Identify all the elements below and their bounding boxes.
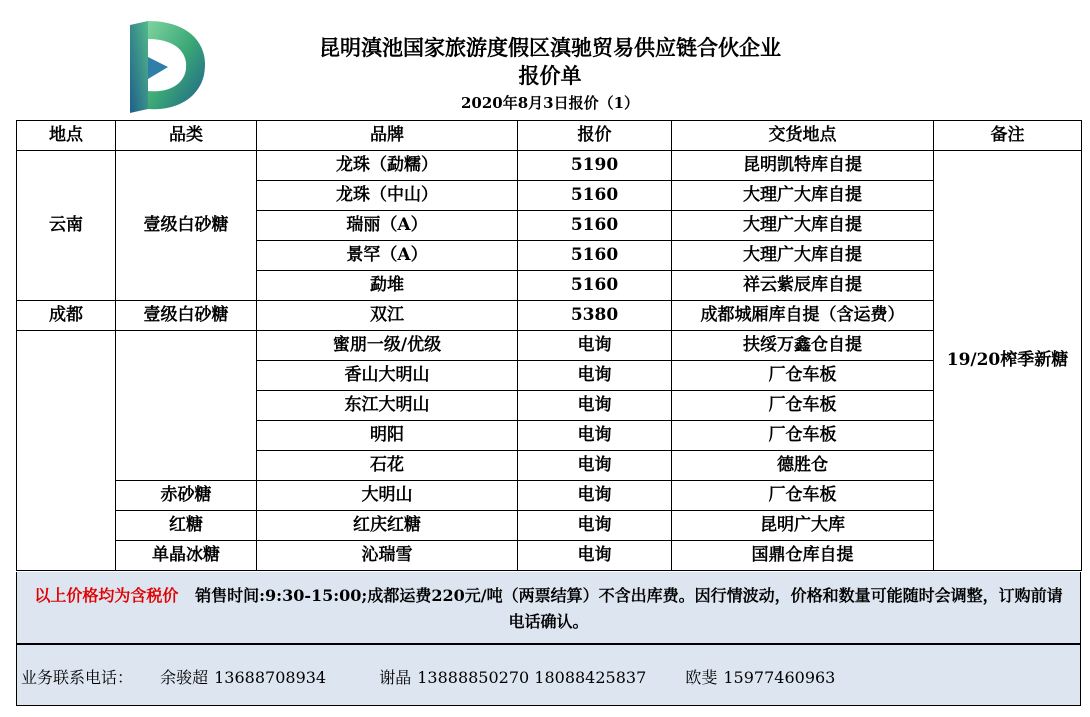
contact-name: 余骏超: [160, 668, 209, 687]
location-cell: 成都: [17, 301, 116, 331]
delivery-cell: 厂仓车板: [672, 421, 934, 451]
delivery-cell: 祥云紫辰库自提: [672, 271, 934, 301]
table-row: [17, 151, 1082, 181]
brand-cell: 香山大明山: [257, 361, 518, 391]
table-row: [17, 481, 1082, 511]
price-cell: 5160: [518, 271, 672, 301]
price-cell: 电询: [518, 481, 672, 511]
price-cell: 5160: [518, 211, 672, 241]
notice-text: 销售时间:9:30-15:00;成都运费220元/吨（两票结算）不含出库费。因行情波动，价格和数量可能随时会调整，订购前请电话确认。: [195, 586, 1063, 631]
tax-included-note: 以上价格均为含税价: [34, 586, 179, 605]
category-cell: 单晶冰糖: [116, 541, 257, 571]
table-row: [17, 331, 1082, 361]
location-cell-empty: [17, 331, 116, 571]
company-name: 昆明滇池国家旅游度假区滇驰贸易供应链合伙企业: [319, 35, 781, 60]
price-cell: 电询: [518, 511, 672, 541]
category-cell: 壹级白砂糖: [116, 151, 257, 301]
brand-cell: 东江大明山: [257, 391, 518, 421]
delivery-cell: 大理广大库自提: [672, 211, 934, 241]
header-brand: 品牌: [257, 121, 518, 151]
price-cell: 电询: [518, 541, 672, 571]
table-row: [17, 511, 1082, 541]
category-cell: 赤砂糖: [116, 481, 257, 511]
company-logo: [112, 17, 212, 117]
price-table: [16, 120, 1082, 571]
category-cell: 红糖: [116, 511, 257, 541]
contact-name: 谢晶: [379, 668, 412, 687]
price-cell: 5160: [518, 181, 672, 211]
price-cell: 电询: [518, 361, 672, 391]
brand-cell: 龙珠（中山）: [257, 181, 518, 211]
delivery-cell: 厂仓车板: [672, 361, 934, 391]
header-category: 品类: [116, 121, 257, 151]
remark-cell: 19/20榨季新糖: [934, 151, 1082, 571]
header-location: 地点: [17, 121, 116, 151]
brand-cell: 勐堆: [257, 271, 518, 301]
brand-cell: 明阳: [257, 421, 518, 451]
contact-phone[interactable]: 13688708934: [214, 668, 327, 687]
brand-cell: 蜜朋一级/优级: [257, 331, 518, 361]
brand-cell: 石花: [257, 451, 518, 481]
location-cell: 云南: [17, 151, 116, 301]
document-title: 报价单: [518, 63, 582, 88]
contact-bar: [16, 644, 1081, 706]
table-row: [17, 541, 1082, 571]
delivery-cell: 成都城厢库自提（含运费）: [672, 301, 934, 331]
brand-cell: 瑞丽（A）: [257, 211, 518, 241]
brand-cell: 景罕（A）: [257, 241, 518, 271]
table-header-row: [17, 121, 1082, 151]
header-price: 报价: [518, 121, 672, 151]
brand-cell: 大明山: [257, 481, 518, 511]
price-cell: 电询: [518, 331, 672, 361]
price-notice: [16, 572, 1081, 644]
header-delivery: 交货地点: [672, 121, 934, 151]
price-cell: 5190: [518, 151, 672, 181]
price-cell: 5380: [518, 301, 672, 331]
delivery-cell: 扶绥万鑫仓自提: [672, 331, 934, 361]
contact-name: 欧斐: [685, 668, 718, 687]
price-cell: 电询: [518, 391, 672, 421]
delivery-cell: 德胜仓: [672, 451, 934, 481]
contact-phone[interactable]: 13888850270 18088425837: [417, 668, 647, 687]
delivery-cell: 大理广大库自提: [672, 241, 934, 271]
delivery-cell: 昆明凯特库自提: [672, 151, 934, 181]
table-row: [17, 301, 1082, 331]
contact-label: 业务联系电话：: [21, 668, 134, 687]
delivery-cell: 厂仓车板: [672, 391, 934, 421]
brand-cell: 龙珠（勐糯）: [257, 151, 518, 181]
price-cell: 电询: [518, 451, 672, 481]
contact-phone[interactable]: 15977460963: [723, 668, 836, 687]
header-remark: 备注: [934, 121, 1082, 151]
delivery-cell: 昆明广大库: [672, 511, 934, 541]
category-cell: 壹级白砂糖: [116, 301, 257, 331]
quote-date: 2020年8月3日报价（1）: [460, 94, 640, 112]
brand-cell: 双江: [257, 301, 518, 331]
delivery-cell: 厂仓车板: [672, 481, 934, 511]
delivery-cell: 大理广大库自提: [672, 181, 934, 211]
category-cell-empty: [116, 331, 257, 481]
price-cell: 5160: [518, 241, 672, 271]
brand-cell: 沁瑞雪: [257, 541, 518, 571]
delivery-cell: 国鼎仓库自提: [672, 541, 934, 571]
price-cell: 电询: [518, 421, 672, 451]
brand-cell: 红庆红糖: [257, 511, 518, 541]
